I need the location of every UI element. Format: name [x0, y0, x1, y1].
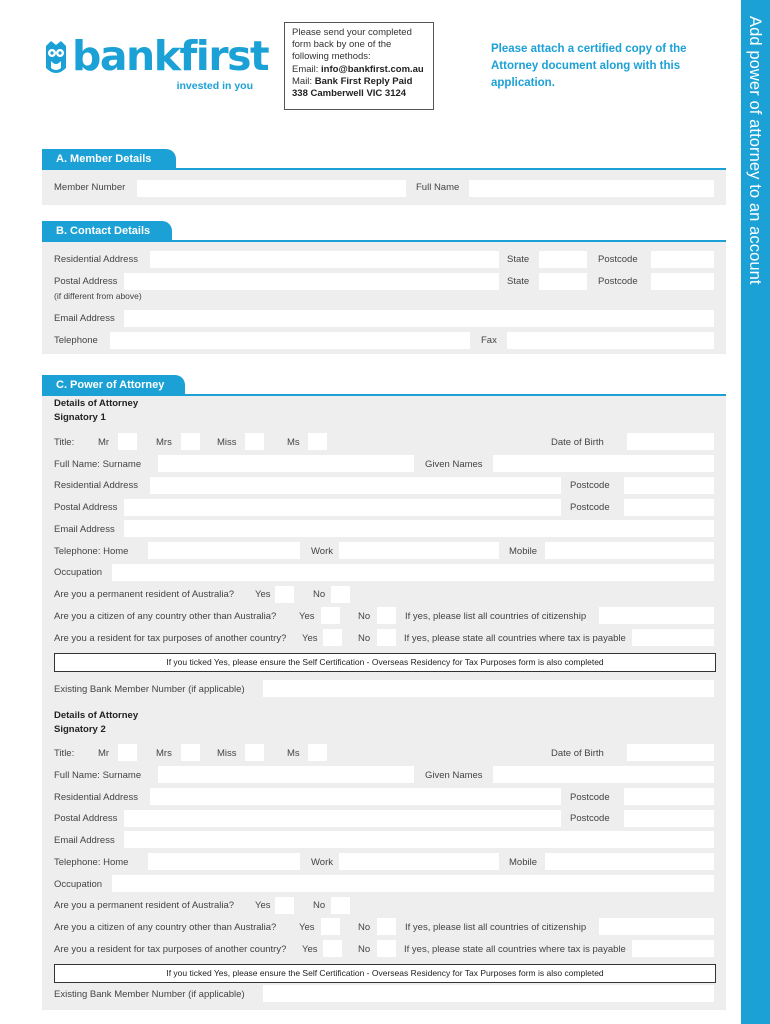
surname-field-2[interactable]	[158, 766, 414, 783]
send-intro: Please send your completed form back by one of the following methods:	[292, 27, 412, 63]
residential-address-label-1: Residential Address	[54, 480, 138, 491]
citizen-yes-label-2: Yes	[299, 922, 315, 933]
postal-postcode-field[interactable]	[651, 273, 714, 290]
work-field-1[interactable]	[339, 542, 499, 559]
brand-name: bankfirst	[72, 32, 269, 80]
mr-checkbox-1[interactable]	[118, 433, 137, 450]
postal-address-note: (if different from above)	[54, 291, 142, 301]
postal-postcode-field-1[interactable]	[624, 499, 714, 516]
email-field-2[interactable]	[124, 831, 714, 848]
tax-no-checkbox-2[interactable]	[377, 940, 396, 957]
section-a-header: A. Member Details	[42, 149, 176, 169]
email-address-label: Email Address	[54, 313, 115, 324]
given-names-label-2: Given Names	[425, 770, 483, 781]
tax-no-checkbox-1[interactable]	[377, 629, 396, 646]
title-label-1: Title:	[54, 437, 75, 448]
ms-label-2: Ms	[287, 748, 300, 759]
postcode-label: Postcode	[598, 254, 638, 265]
mrs-label-1: Mrs	[156, 437, 172, 448]
brand-tagline: invested in you	[176, 80, 253, 92]
telephone-home-label-2: Telephone: Home	[54, 857, 129, 868]
telephone-home-label-1: Telephone: Home	[54, 546, 129, 557]
section-c-header: C. Power of Attorney	[42, 375, 185, 395]
bankfirst-logo	[42, 32, 269, 94]
mr-label-1: Mr	[98, 437, 110, 448]
telephone-home-field-2[interactable]	[148, 853, 300, 870]
perm-resident-yes-label-1: Yes	[255, 589, 271, 600]
details-of-attorney-heading-1: Details of Attorney	[54, 398, 139, 409]
telephone-home-field-1[interactable]	[148, 542, 300, 559]
postal-address-field-2[interactable]	[124, 810, 561, 827]
mobile-field-1[interactable]	[545, 542, 714, 559]
surname-field-1[interactable]	[158, 455, 414, 472]
dob-label-1: Date of Birth	[551, 437, 604, 448]
occupation-label-2: Occupation	[54, 879, 103, 890]
citizen-no-label-1: No	[358, 611, 371, 622]
self-cert-notice-1: If you ticked Yes, please ensure the Self Certification - Overseas Residency for Tax Purposes form is also completed	[54, 653, 716, 672]
given-names-label-1: Given Names	[425, 459, 483, 470]
member-number-field[interactable]	[137, 180, 406, 197]
owl-icon	[42, 40, 70, 80]
postcode-label-1: Postcode	[570, 480, 610, 491]
state-label: State	[507, 254, 530, 265]
email-label-2: Email Address	[54, 835, 115, 846]
mobile-label-1: Mobile	[509, 546, 537, 557]
mrs-checkbox-2[interactable]	[181, 744, 200, 761]
miss-label-1: Miss	[217, 437, 237, 448]
mobile-label-2: Mobile	[509, 857, 537, 868]
perm-resident-label-1: Are you a permanent resident of Australia?	[54, 589, 235, 600]
tax-yes-checkbox-1[interactable]	[323, 629, 342, 646]
tax-yes-label-1: Yes	[302, 633, 318, 644]
email-field-1[interactable]	[124, 520, 714, 537]
mail-line1: Bank First Reply Paid	[314, 75, 413, 87]
postcode-field[interactable]	[651, 251, 714, 268]
attach-note: Please attach a certified copy of the Attorney document along with this application.	[491, 43, 687, 89]
ms-checkbox-2[interactable]	[308, 744, 327, 761]
given-names-field-1[interactable]	[493, 455, 714, 472]
title-label-2: Title:	[54, 748, 75, 759]
side-title: Add power of attorney to an account	[746, 16, 764, 285]
mail-label: Mail:	[292, 75, 313, 87]
email-label-1: Email Address	[54, 524, 115, 535]
miss-checkbox-2[interactable]	[245, 744, 264, 761]
postal-postcode-label-2: Postcode	[570, 813, 610, 824]
postal-address-field[interactable]	[124, 273, 499, 290]
surname-label-1: Full Name: Surname	[54, 459, 142, 470]
citizen-yes-checkbox-1[interactable]	[321, 607, 340, 624]
miss-label-2: Miss	[217, 748, 237, 759]
tax-resident-label-1: Are you a resident for tax purposes of another country?	[54, 633, 287, 644]
perm-resident-no-label-2: No	[313, 900, 326, 911]
ms-checkbox-1[interactable]	[308, 433, 327, 450]
occupation-label-1: Occupation	[54, 567, 103, 578]
residential-address-field-2[interactable]	[150, 788, 561, 805]
work-label-2: Work	[311, 857, 333, 868]
citizen-no-checkbox-2[interactable]	[377, 918, 396, 935]
tax-no-label-2: No	[358, 944, 371, 955]
postcode-field-2[interactable]	[624, 788, 714, 805]
work-label-1: Work	[311, 546, 333, 557]
citizen-other-label-2: Are you a citizen of any country other than Australia?	[54, 922, 277, 933]
member-number-label: Member Number	[54, 182, 126, 193]
signatory-1-heading: Signatory 1	[54, 412, 106, 423]
existing-member-label-2: Existing Bank Member Number (if applicable)	[54, 989, 245, 1000]
given-names-field-2[interactable]	[493, 766, 714, 783]
perm-resident-label-2: Are you a permanent resident of Australia?	[54, 900, 235, 911]
postal-postcode-label: Postcode	[598, 276, 638, 287]
citizen-no-checkbox-1[interactable]	[377, 607, 396, 624]
postal-address-field-1[interactable]	[124, 499, 561, 516]
tax-countries-field-1[interactable]	[632, 629, 714, 646]
mr-checkbox-2[interactable]	[118, 744, 137, 761]
occupation-field-2[interactable]	[112, 875, 714, 892]
citizen-yes-label-1: Yes	[299, 611, 315, 622]
perm-resident-yes-label-2: Yes	[255, 900, 271, 911]
full-name-label: Full Name	[416, 182, 460, 193]
postal-postcode-field-2[interactable]	[624, 810, 714, 827]
dob-label-2: Date of Birth	[551, 748, 604, 759]
mrs-label-2: Mrs	[156, 748, 172, 759]
postcode-field-1[interactable]	[624, 477, 714, 494]
tax-countries-field-2[interactable]	[632, 940, 714, 957]
citizenship-field-1[interactable]	[599, 607, 714, 624]
existing-member-field-2[interactable]	[263, 985, 714, 1002]
state-tax-label-2: If yes, please state all countries where tax is payable	[404, 944, 626, 955]
residential-address-label-2: Residential Address	[54, 792, 138, 803]
telephone-label: Telephone	[54, 335, 98, 346]
miss-checkbox-1[interactable]	[245, 433, 264, 450]
perm-resident-yes-checkbox-1[interactable]	[275, 586, 294, 603]
postal-postcode-label-1: Postcode	[570, 502, 610, 513]
postal-state-label: State	[507, 276, 530, 287]
list-citizenship-label-2: If yes, please list all countries of citizenship	[405, 922, 587, 933]
residential-address-label: Residential Address	[54, 254, 138, 265]
mr-label-2: Mr	[98, 748, 110, 759]
existing-member-field-1[interactable]	[263, 680, 714, 697]
residential-address-field[interactable]	[150, 251, 499, 268]
mrs-checkbox-1[interactable]	[181, 433, 200, 450]
full-name-field[interactable]	[469, 180, 714, 197]
details-of-attorney-heading-2: Details of Attorney	[54, 710, 139, 721]
postal-address-label: Postal Address	[54, 276, 118, 287]
citizen-yes-checkbox-2[interactable]	[321, 918, 340, 935]
citizenship-field-2[interactable]	[599, 918, 714, 935]
send-email: info@bankfirst.com.au	[321, 63, 424, 75]
perm-resident-no-checkbox-1[interactable]	[331, 586, 350, 603]
send-instructions	[284, 22, 434, 110]
perm-resident-no-checkbox-2[interactable]	[331, 897, 350, 914]
perm-resident-no-label-1: No	[313, 589, 326, 600]
citizen-no-label-2: No	[358, 922, 371, 933]
mobile-field-2[interactable]	[545, 853, 714, 870]
citizen-other-label-1: Are you a citizen of any country other than Australia?	[54, 611, 277, 622]
state-tax-label-1: If yes, please state all countries where tax is payable	[404, 633, 626, 644]
telephone-field[interactable]	[110, 332, 470, 349]
existing-member-label-1: Existing Bank Member Number (if applicable)	[54, 684, 245, 695]
ms-label-1: Ms	[287, 437, 300, 448]
fax-label: Fax	[481, 335, 497, 346]
email-label: Email:	[292, 63, 319, 75]
occupation-field-1[interactable]	[112, 564, 714, 581]
postal-address-label-2: Postal Address	[54, 813, 118, 824]
work-field-2[interactable]	[339, 853, 499, 870]
signatory-2-heading: Signatory 2	[54, 724, 106, 735]
self-cert-notice-2: If you ticked Yes, please ensure the Self Certification - Overseas Residency for Tax Purposes form is also completed	[54, 964, 716, 983]
section-b-header: B. Contact Details	[42, 221, 172, 241]
list-citizenship-label-1: If yes, please list all countries of citizenship	[405, 611, 587, 622]
perm-resident-yes-checkbox-2[interactable]	[275, 897, 294, 914]
dob-field-2[interactable]	[627, 744, 714, 761]
postal-address-label-1: Postal Address	[54, 502, 118, 513]
mail-line2: 338 Camberwell VIC 3124	[292, 88, 407, 100]
tax-resident-label-2: Are you a resident for tax purposes of another country?	[54, 944, 287, 955]
dob-field-1[interactable]	[627, 433, 714, 450]
email-address-field[interactable]	[124, 310, 714, 327]
tax-no-label-1: No	[358, 633, 371, 644]
surname-label-2: Full Name: Surname	[54, 770, 142, 781]
postal-state-field[interactable]	[539, 273, 587, 290]
postcode-label-2: Postcode	[570, 792, 610, 803]
tax-yes-checkbox-2[interactable]	[323, 940, 342, 957]
tax-yes-label-2: Yes	[302, 944, 318, 955]
fax-field[interactable]	[507, 332, 714, 349]
state-field[interactable]	[539, 251, 587, 268]
residential-address-field-1[interactable]	[150, 477, 561, 494]
